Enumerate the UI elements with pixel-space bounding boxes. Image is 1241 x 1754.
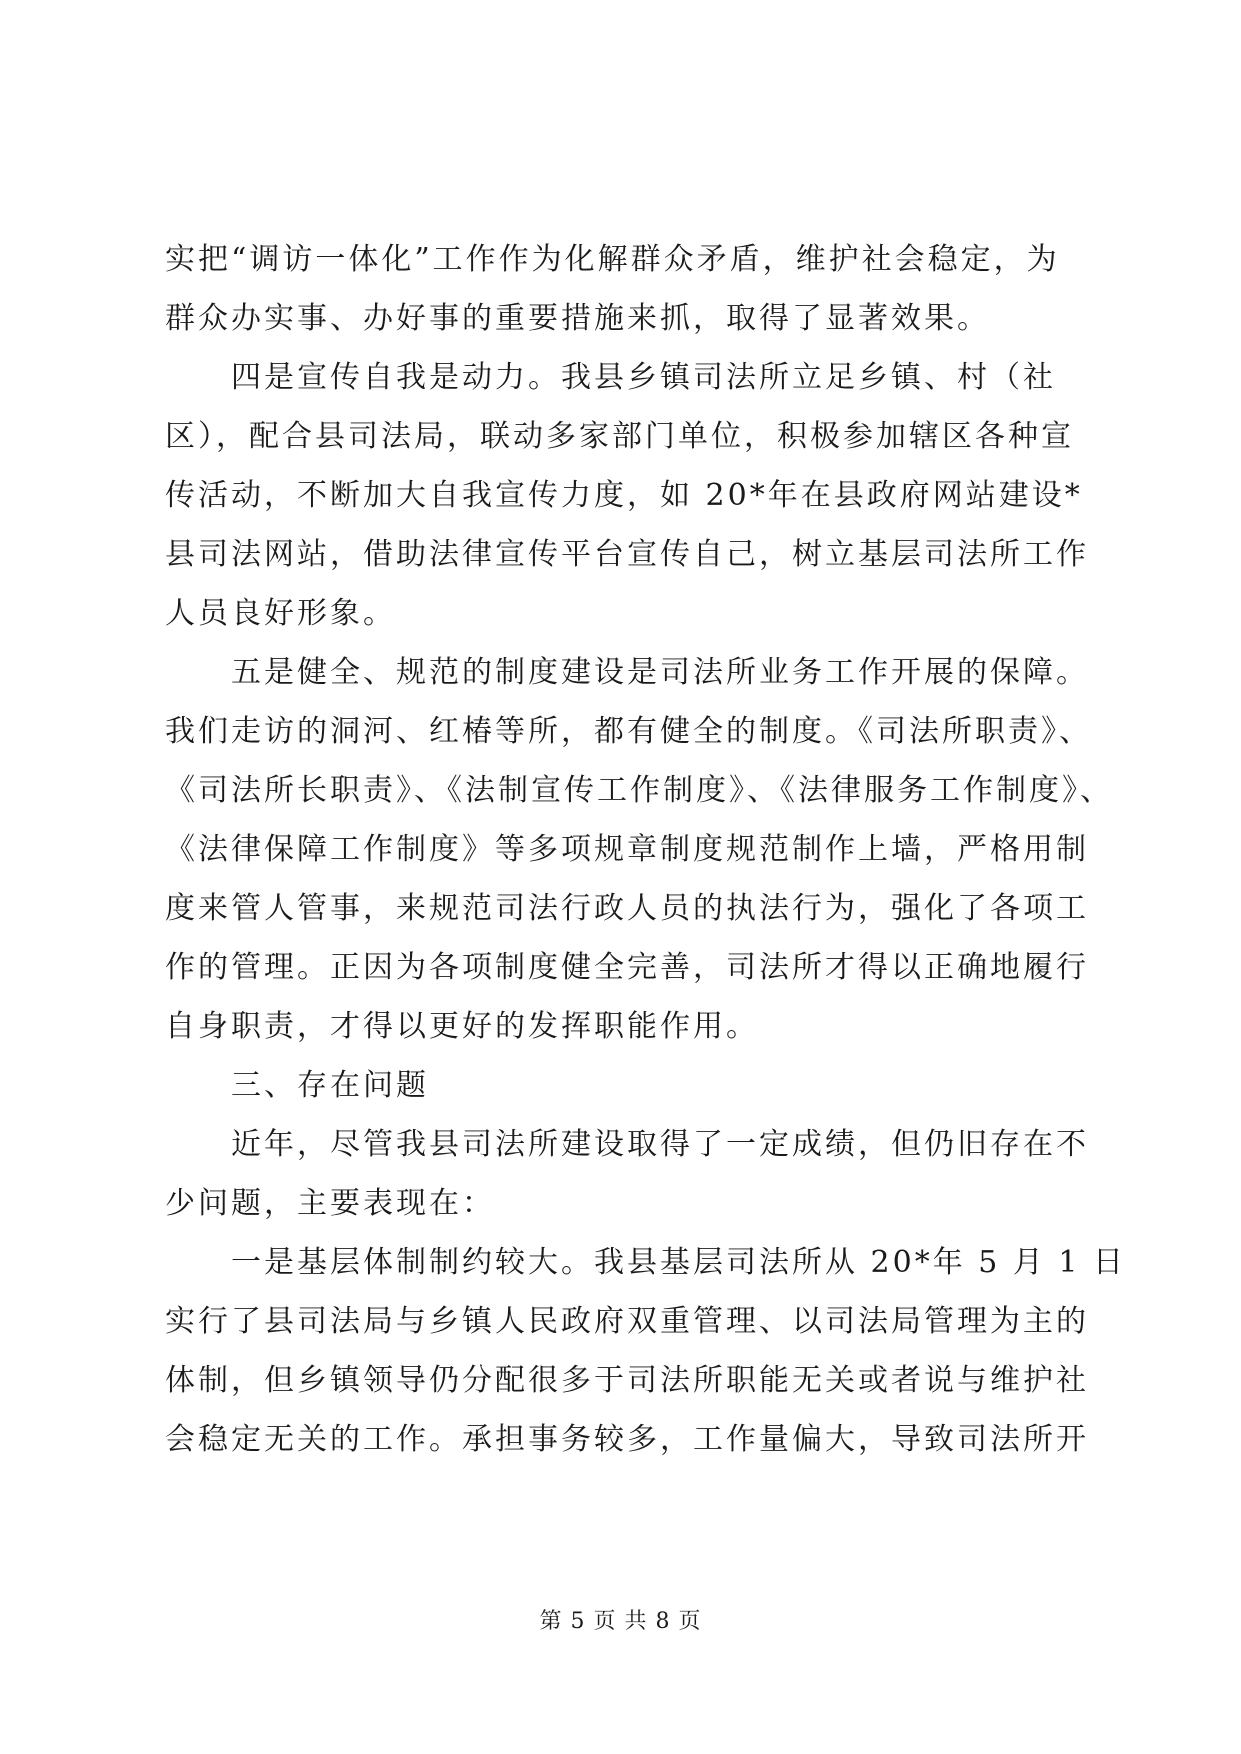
text-line: 体制，但乡镇领导仍分配很多于司法所职能无关或者说与维护社 [165,1363,1089,1398]
page-footer: 第 5 页 共 8 页 [539,1609,702,1634]
text-line: 五是健全、规范的制度建设是司法所业务工作开展的保障。 [231,655,1089,690]
body-text [165,230,1125,1469]
text-line: 人员良好形象。 [165,596,396,631]
text-line: 会稳定无关的工作。承担事务较多，工作量偏大，导致司法所开 [165,1422,1089,1457]
text-line: 近年，尽管我县司法所建设取得了一定成绩，但仍旧存在不 [231,1127,1089,1162]
text-line: 我们走访的洞河、红椿等所，都有健全的制度。《司法所职责》、 [165,714,1092,749]
text-line: 四是宣传自我是动力。我县乡镇司法所立足乡镇、村（社 [231,360,1056,395]
text-line: 群众办实事、办好事的重要措施来抓，取得了显著效果。 [165,301,990,336]
text-line: 作的管理。正因为各项制度健全完善，司法所才得以正确地履行 [165,950,1089,985]
text-line: 《法律保障工作制度》等多项规章制度规范制作上墙，严格用制 [165,832,1089,867]
text-line: 传活动，不断加大自我宣传力度，如 20*年在县政府网站建设* [165,478,1083,513]
text-line: 自身职责，才得以更好的发挥职能作用。 [165,1009,759,1044]
text-line: 三、存在问题 [231,1068,429,1103]
text-line: 少问题，主要表现在： [165,1186,495,1221]
text-line: 县司法网站，借助法律宣传平台宣传自己，树立基层司法所工作 [165,537,1089,572]
text-line: 一是基层体制制约较大。我县基层司法所从 20*年 5 月 1 日 [231,1245,1127,1280]
text-line: 实行了县司法局与乡镇人民政府双重管理、以司法局管理为主的 [165,1304,1089,1339]
text-line: 《司法所长职责》、《法制宣传工作制度》、《法律服务工作制度》、 [165,773,1113,808]
text-line: 实把“调访一体化”工作作为化解群众矛盾，维护社会稳定，为 [165,242,1060,277]
text-line: 区），配合县司法局，联动多家部门单位，积极参加辖区各种宣 [165,419,1074,454]
text-line: 度来管人管事，来规范司法行政人员的执法行为，强化了各项工 [165,891,1089,926]
